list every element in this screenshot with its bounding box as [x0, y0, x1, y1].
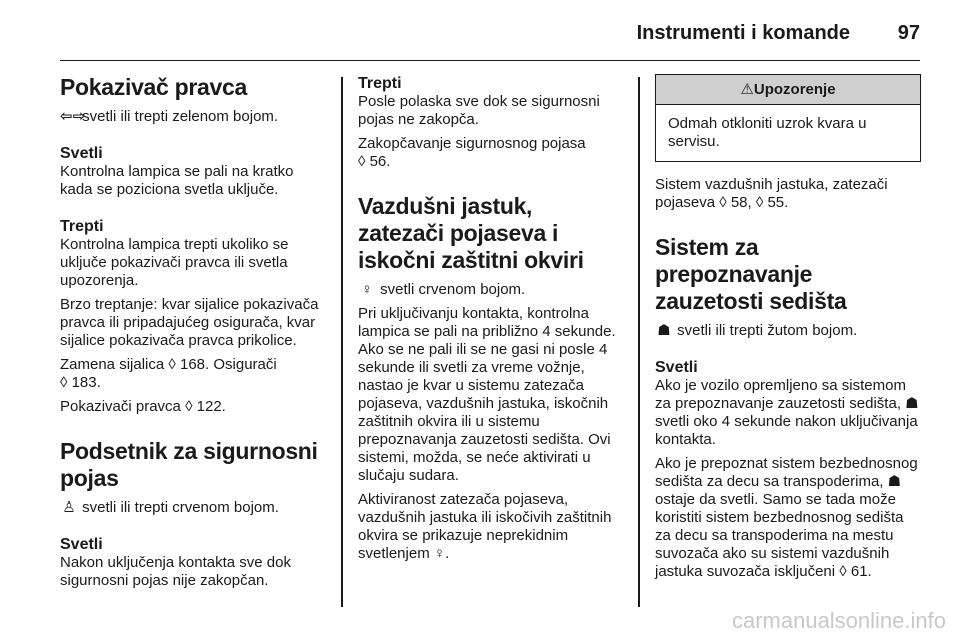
column-divider	[638, 77, 640, 607]
column-3	[655, 74, 921, 587]
paragraph: ☗ svetli ili trepti žutom bojom.	[655, 322, 921, 340]
paragraph: Zakopčavanje sigurnosnog pojasa ◊ 56.	[358, 135, 586, 170]
warning-text: Odmah otkloniti uzrok kvara u servisu.	[668, 115, 867, 150]
paragraph: Brzo treptanje: kvar sijalice pokazivača pravca ili pripadajućeg osigurača, kvar sijalice pokazivača pravca prikolice.	[60, 296, 319, 349]
warning-header: ⚠Upozorenje	[656, 75, 920, 105]
paragraph: Pri uključivanju kontakta, kontrolna lampica se pali na približno 4 sekunde. Ako se ne pali ili se ne gasi ni posle 4 sekunde ili svetli za vreme vožnje, nastao je kvar u sistemu zatezača pojaseva, vazdušnih jastuka, iskočnih zaštitnih okvira ili u sistemu prepoznavanja zauzetosti sedišta. Ovi sistemi, možda, se neće aktivirati u slučaju sudara.	[358, 305, 616, 484]
paragraph: Pokazivači pravca ◊ 122.	[60, 398, 226, 415]
seat-occupancy-icon: ☗	[887, 473, 902, 490]
reference-icon: ◊	[358, 153, 366, 170]
paragraph: Aktiviranost zatezača pojaseva, vazdušnih jastuka ili iskočivih zaštitnih okvira se prikazuje neprekidnim svetlenjem ♀.	[358, 491, 612, 562]
seat-occupancy-icon: ☗	[657, 322, 671, 339]
airbag-icon: ♀	[433, 545, 446, 562]
reference-icon: ◊	[755, 194, 764, 211]
paragraph: ♙ svetli ili trepti crvenom bojom.	[60, 499, 328, 517]
warning-icon: ⚠	[740, 81, 754, 98]
paragraph: Ako je prepoznat sistem bezbednosnog sedišta za decu sa transpoderima, ☗ ostaje da svetli. Samo se tada može koristiti sistem bezbednosnog sedišta za decu sa transpoderima na mestu suvozača ako su sistemi vazdušnih jastuka suvozača isključeni ◊ 61.	[655, 455, 918, 580]
paragraph: ⇦⇨ svetli ili trepti zelenom bojom.	[60, 108, 279, 125]
paragraph: Ako je vozilo opremljeno sa sistemom za prepoznavanje zauzetosti sedišta, ☗ svetli oko 4 sekunde nakon uključivanja kontakta.	[655, 377, 919, 448]
subsection-title: Trepti	[358, 75, 402, 92]
warning-box	[655, 74, 921, 162]
paragraph: Posle polaska sve dok se sigurnosni pojas ne zakopča.	[358, 93, 600, 128]
reference-icon: ◊	[168, 356, 176, 373]
subsection-title: Trepti	[60, 218, 104, 235]
section-title: Sistem za prepoznavanje zauzetosti sedišta	[655, 234, 847, 314]
section-title: Vazdušni jastuk, zatezači pojaseva i iskočni zaštitni okviri	[358, 193, 584, 273]
column-2	[358, 74, 622, 569]
airbag-icon: ♀	[361, 281, 373, 298]
paragraph: Kontrolna lampica trepti ukoliko se uključe pokazivači pravca ili svetla upozorenja.	[60, 236, 289, 289]
page-header	[60, 18, 920, 61]
subsection-title: Svetli	[60, 145, 103, 162]
chapter-title: Instrumenti i komande	[636, 22, 850, 44]
subsection-title: Svetli	[60, 536, 103, 553]
section-title: Pokazivač pravca	[60, 74, 247, 100]
paragraph: Nakon uključenja kontakta sve dok sigurnosni pojas nije zakopčan.	[60, 554, 291, 589]
reference-icon: ◊	[185, 398, 193, 415]
reference-icon: ◊	[60, 374, 68, 391]
watermark: carmanualsonline.info	[731, 608, 946, 633]
seat-occupancy-icon: ☗	[905, 395, 919, 412]
column-divider	[341, 77, 343, 607]
page-number: 97	[897, 22, 920, 44]
paragraph: Zamena sijalica ◊ 168. Osigurači ◊ 183.	[60, 356, 277, 391]
turn-signal-icon: ⇦⇨	[60, 108, 86, 125]
subsection-title: Svetli	[655, 359, 698, 376]
section-title: Podsetnik za sigurnosni pojas	[60, 438, 318, 491]
reference-icon: ◊	[839, 563, 847, 580]
reference-icon: ◊	[719, 194, 727, 211]
paragraph: ♀ svetli crvenom bojom.	[358, 281, 622, 299]
paragraph: Kontrolna lampica se pali na kratko kada se poziciona svetla uključe.	[60, 163, 294, 198]
seatbelt-icon: ♙	[62, 499, 76, 516]
column-1	[60, 74, 328, 596]
paragraph: Sistem vazdušnih jastuka, zatezači pojaseva ◊ 58, ◊ 55.	[655, 176, 888, 211]
